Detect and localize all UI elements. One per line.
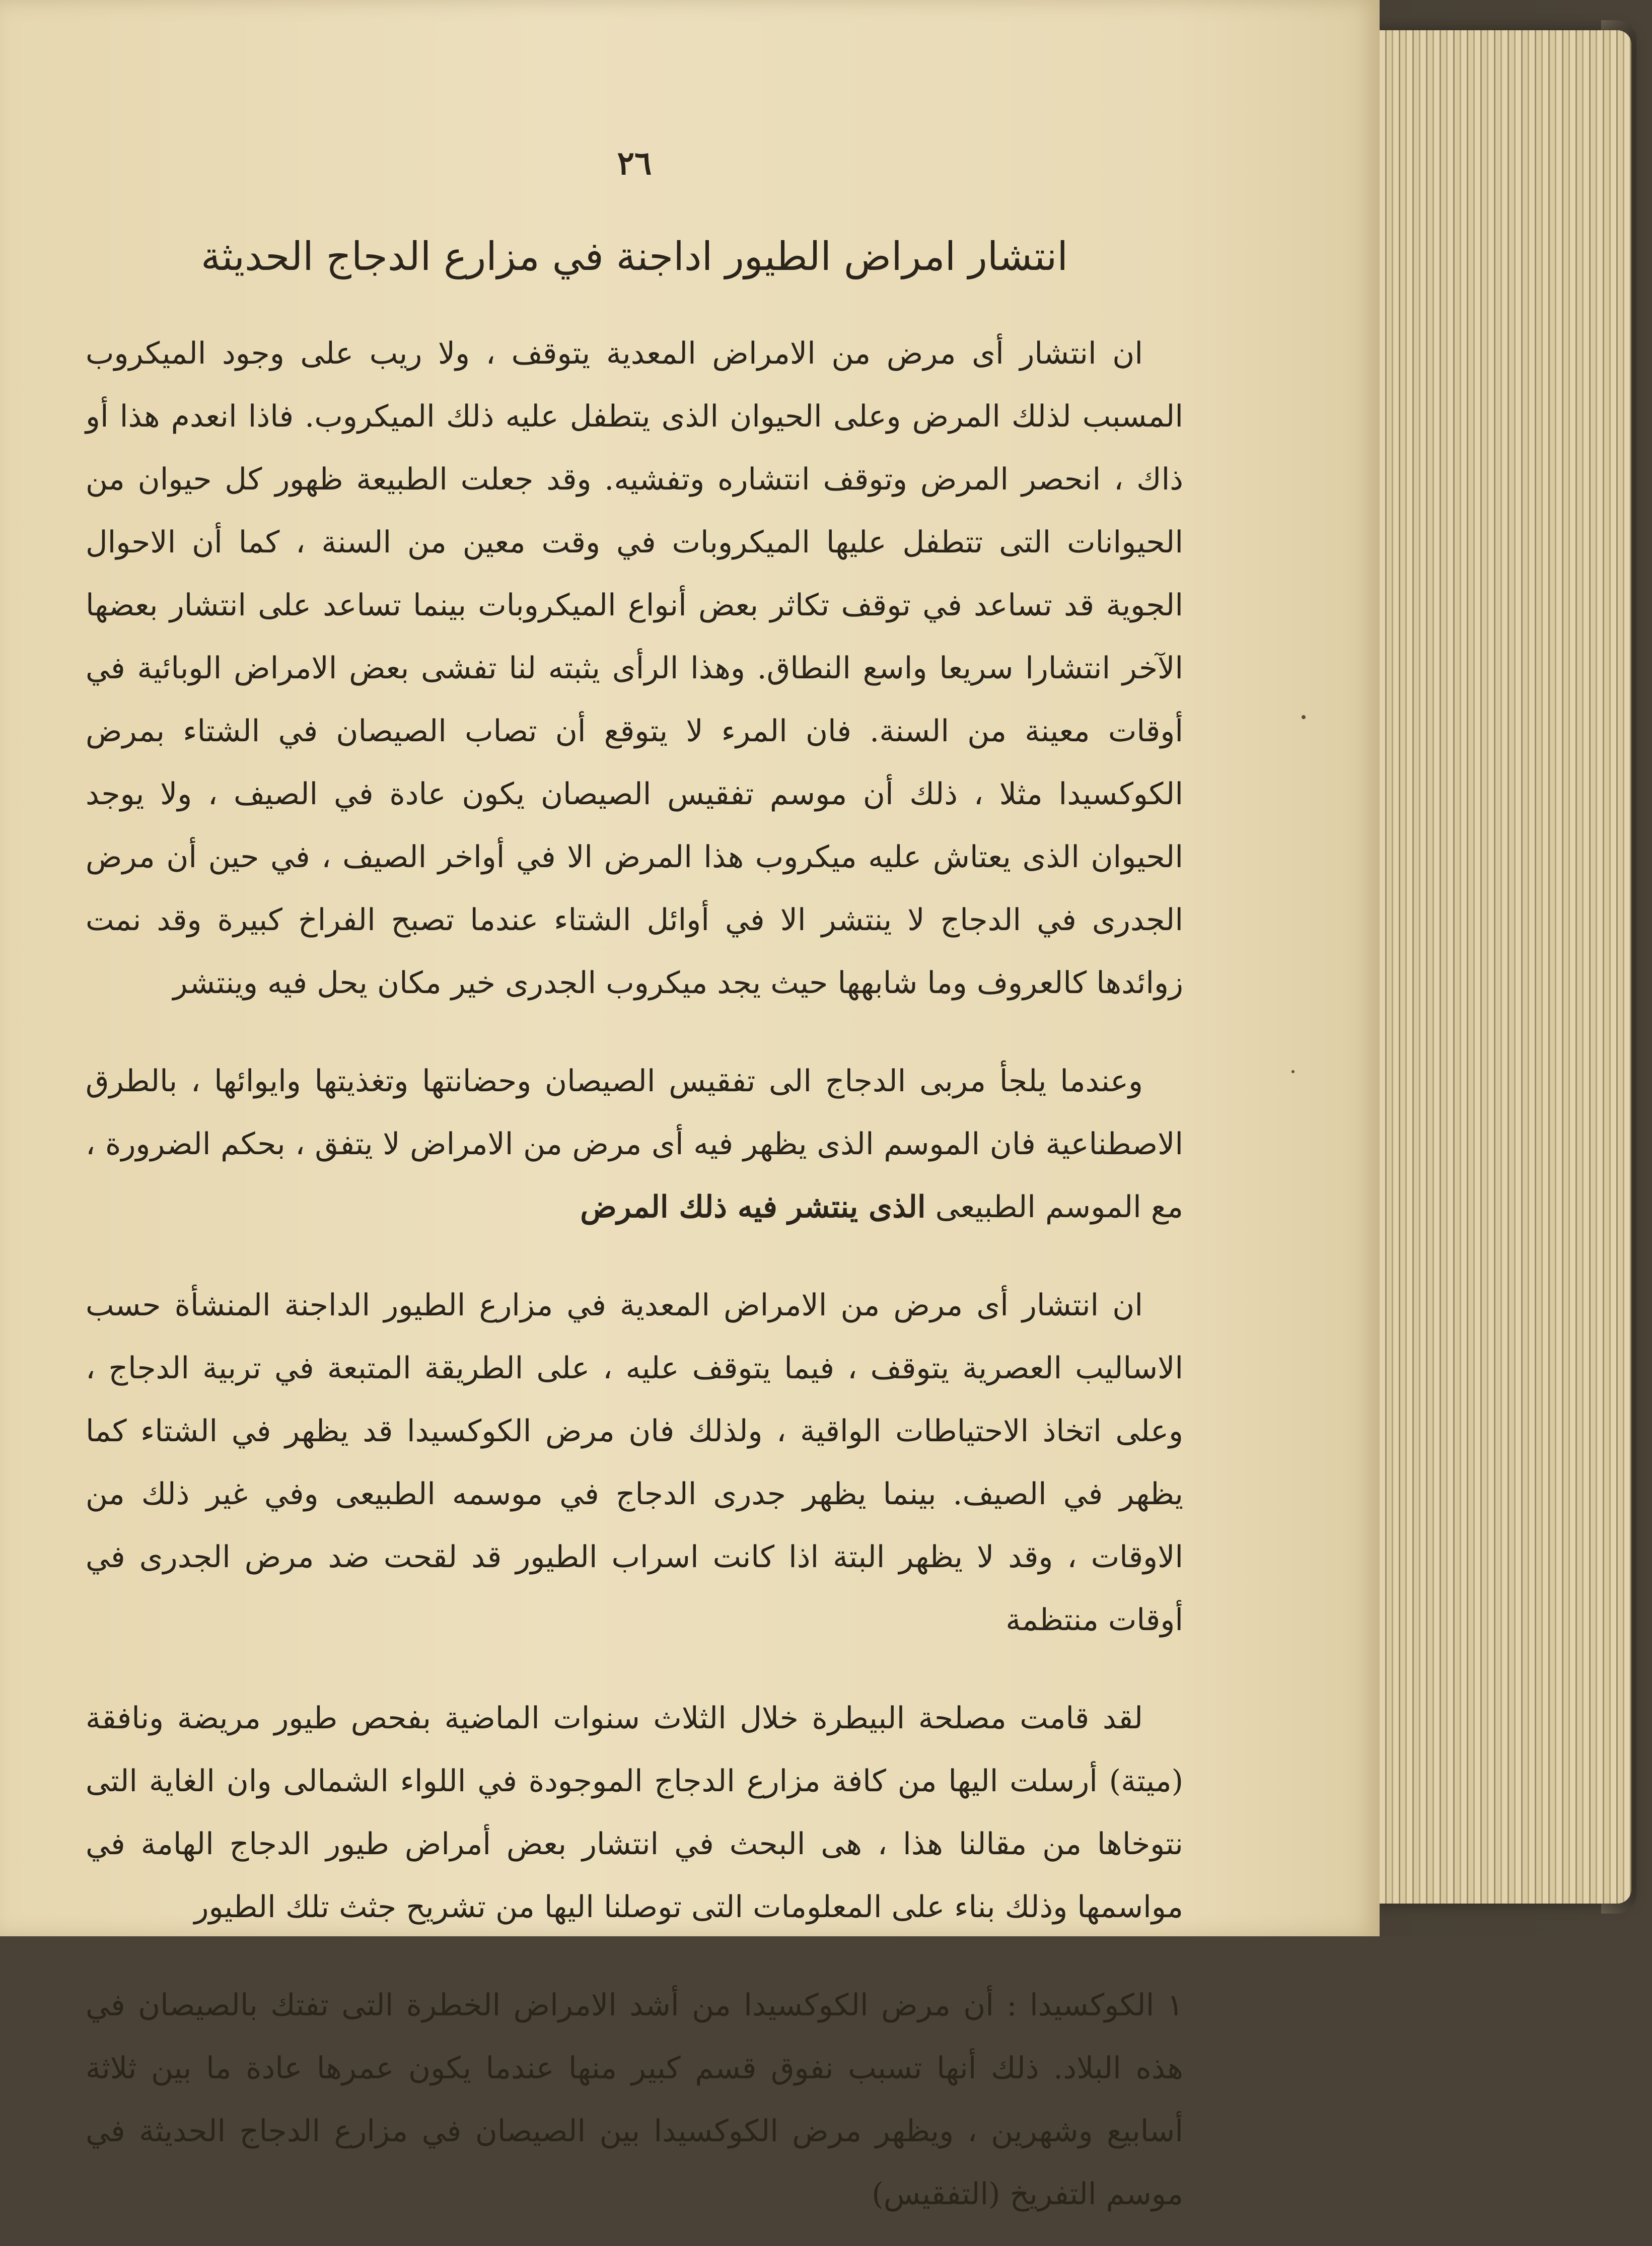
- paragraph-1: [86, 322, 1183, 1015]
- paragraph-3-text: ان انتشار أى مرض من الامراض المعدية في مزارع الطيور الداجنة المنشأة حسب الاساليب العصرية يتوقف ، فيما يتوقف عليه ، على الطريقة المتبعة في تربية الدجاج ، وعلى اتخاذ الاحتياطات الواقية ، ولذلك فان مرض الكوكسيدا قد يظهر في الشتاء كما يظهر في الصيف. بينما يظهر جدرى الدجاج في موسمه الطبيعى وفي غير ذلك من الاوقات ، وقد لا يظهر البتة اذا كانت اسراب الطيور قد لقحت ضد مرض الجدرى في أوقات منتظمة: [86, 1288, 1183, 1638]
- paragraph-2-text: وعندما يلجأ مربى الدجاج الى تفقيس الصيصان وحضانتها وتغذيتها وايوائها ، بالطرق الاصطناعية فان الموسم الذى يظهر فيه أى مرض من الامراض لا يتفق ، بحكم الضرورة ، مع الموسم الطبيعى: [86, 1064, 1183, 1225]
- paragraph-4: [86, 1687, 1183, 1939]
- paragraph-1-text: ان انتشار أى مرض من الامراض المعدية يتوقف ، ولا ريب على وجود الميكروب المسبب لذلك المرض وعلى الحيوان الذى يتطفل عليه ذلك الميكروب. فاذا انعدم هذا أو ذاك ، انحصر المرض وتوقف انتشاره وتفشيه. وقد جعلت الطبيعة ظهور كل حيوان من الحيوانات التى تتطفل عليها الميكروبات في وقت معين من السنة ، كما أن الاحوال الجوية قد تساعد في توقف تكاثر بعض أنواع الميكروبات بينما تساعد على انتشار بعضها الآخر انتشارا سريعا واسع النطاق. وهذا الرأى يثبته لنا تفشى بعض الامراض الوبائية في أوقات معينة من السنة. فان المرء لا يتوقع أن تصاب الصيصان في الشتاء بمرض الكوكسيدا مثلا ، ذلك أن موسم تفقيس الصيصان يكون عادة في الصيف ، ولا يوجد الحيوان الذى يعتاش عليه ميكروب هذا المرض الا في أواخر الصيف ، في حين أن مرض الجدرى في الدجاج لا ينتشر الا في أوائل الشتاء عندما تصبح الفراخ كبيرة وقد نمت زوائدها كالعروف وما شابهها حيث يجد ميكروب الجدرى خير مكان يحل فيه وينتشر: [86, 336, 1183, 1001]
- paragraph-4-text: لقد قامت مصلحة البيطرة خلال الثلاث سنوات الماضية بفحص طيور مريضة ونافقة (ميتة) أرسلت اليها من كافة مزارع الدجاج الموجودة في اللواء الشمالى وان الغاية التى نتوخاها من مقالنا هذا ، هى البحث في انتشار بعض أمراض طيور الدجاج الهامة في مواسمها وذلك بناء على المعلومات التى توصلنا اليها من تشريح جثث تلك الطيور: [86, 1701, 1183, 1925]
- paper-speck: [1302, 715, 1306, 719]
- page-stack: [1359, 30, 1631, 1904]
- chapter-title: انتشار امراض الطيور اداجنة في مزارع الدجاج الحديثة: [200, 234, 1068, 279]
- paragraph-5: [86, 1974, 1183, 2226]
- paper-speck: [1291, 1070, 1295, 1073]
- body-text: [86, 322, 1183, 2246]
- paragraph-2: [86, 1050, 1183, 1239]
- paragraph-2-bold-tail: الذى ينتشر فيه ذلك المرض: [580, 1189, 926, 1225]
- paragraph-5-text: ١ الكوكسيدا : أن مرض الكوكسيدا من أشد الامراض الخطرة التى تفتك بالصيصان في هذه البلاد. ذلك أنها تسبب نفوق قسم كبير منها عندما يكون عمرها عادة ما بين ثلاثة أسابيع وشهرين ، ويظهر مرض الكوكسيدا بين الصيصان في مزارع الدجاج الحديثة في موسم التفريخ (التفقيس): [86, 1988, 1184, 2212]
- page-number: ٢٦: [617, 145, 652, 182]
- paragraph-3: [86, 1274, 1183, 1652]
